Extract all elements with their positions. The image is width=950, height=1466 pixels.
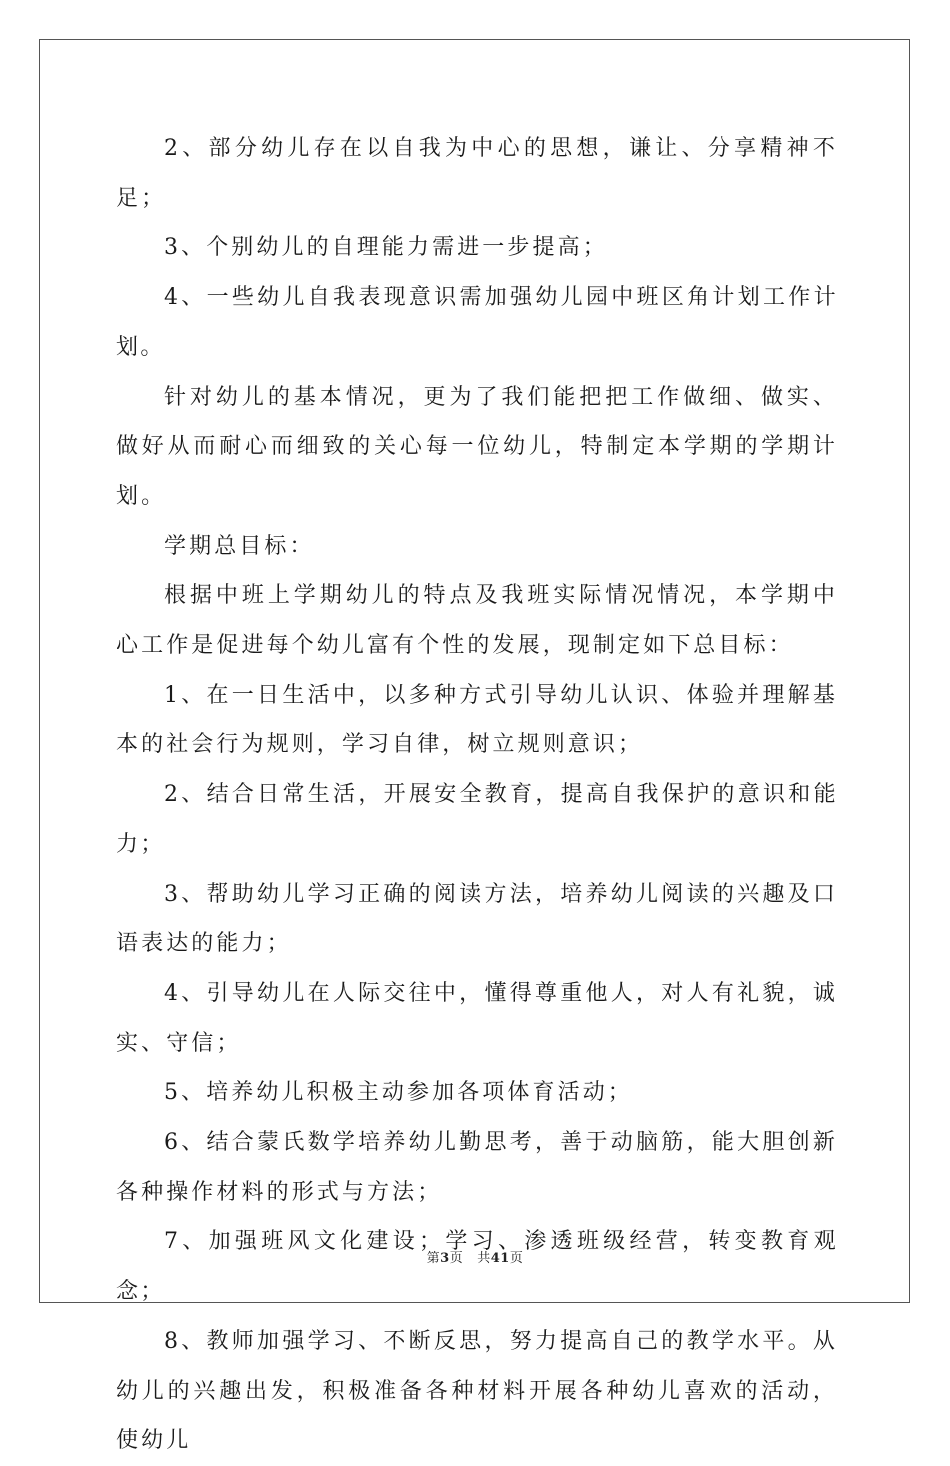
page-prefix: 第 bbox=[426, 1251, 441, 1266]
page-suffix: 页 bbox=[449, 1251, 464, 1266]
goal-7: 7、加强班风文化建设；学习、渗透班级经营，转变教育观念； bbox=[116, 1229, 838, 1305]
page-footer bbox=[0, 1247, 950, 1266]
goal-1: 1、在一日生活中，以多种方式引导幼儿认识、体验并理解基本的社会行为规则，学习自律，树立规则意识； bbox=[116, 682, 838, 758]
total-pages: 41 bbox=[490, 1251, 510, 1266]
goal-5: 5、培养幼儿积极主动参加各项体育活动； bbox=[164, 1080, 633, 1106]
goal-4: 4、引导幼儿在人际交往中，懂得尊重他人，对人有礼貌，诚实、守信； bbox=[116, 980, 838, 1056]
goal-6: 6、结合蒙氏数学培养幼儿勤思考，善于动脑筋，能大胆创新各种操作材料的形式与方法； bbox=[116, 1130, 838, 1205]
total-prefix: 共 bbox=[477, 1251, 491, 1266]
paragraph-6: 根据中班上学期幼儿的特点及我班实际情况情况，本学期中心工作是促进每个幼儿富有个性的发展，现制定如下总目标： bbox=[116, 583, 838, 659]
paragraph-4: 针对幼儿的基本情况，更为了我们能把把工作做细、做实、做好从而耐心而细致的关心每一位幼儿，特制定本学期的学期计划。 bbox=[116, 384, 838, 509]
paragraph-1: 2、部分幼儿存在以自我为中心的思想，谦让、分享精神不足； bbox=[116, 136, 838, 211]
page-number: 3 bbox=[440, 1251, 450, 1266]
section-heading: 学期总目标： bbox=[164, 533, 315, 559]
goal-3: 3、帮助幼儿学习正确的阅读方法，培养幼儿阅读的兴趣及口语表达的能力； bbox=[116, 881, 838, 957]
paragraph-3: 4、一些幼儿自我表现意识需加强幼儿园中班区角计划工作计划。 bbox=[116, 285, 838, 360]
goal-8: 8、教师加强学习、不断反思，努力提高自己的教学水平。从幼儿的兴趣出发，积极准备各种材料开展各种幼儿喜欢的活动，使幼儿 bbox=[116, 1328, 838, 1454]
goal-2: 2、结合日常生活，开展安全教育，提高自我保护的意识和能力； bbox=[116, 782, 838, 857]
paragraph-2: 3、个别幼儿的自理能力需进一步提高； bbox=[164, 235, 608, 261]
total-suffix: 页 bbox=[509, 1251, 524, 1266]
